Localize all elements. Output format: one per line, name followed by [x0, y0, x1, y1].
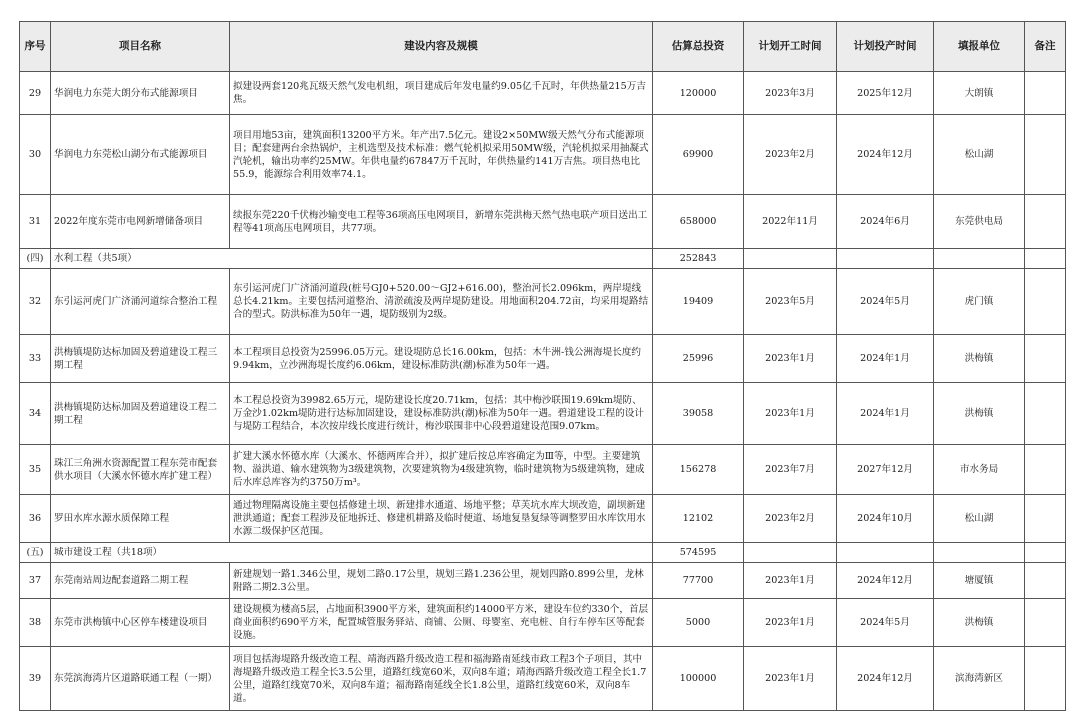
- cell-production: 2027年12月: [837, 445, 934, 495]
- table-row: [20, 72, 1066, 115]
- cell-content: 通过物理隔离设施主要包括修建土坝、新建排水通道、场地平整；草芙坑水库大坝改造，副坝新建泄洪通道；配套工程涉及征地拆迁、修建机耕路及临时便道、场地复垦复绿等调整罗田水库饮用水水源二级保护区范围。: [230, 495, 653, 543]
- cell-note: [1025, 383, 1066, 445]
- cell-note: [1025, 335, 1066, 383]
- header-start: 计划开工时间: [744, 22, 837, 72]
- cell-seq: 37: [20, 563, 51, 599]
- cell-start: 2023年2月: [744, 495, 837, 543]
- header-row: [20, 22, 1066, 72]
- cell-investment: 25996: [653, 335, 744, 383]
- cell-start: 2023年3月: [744, 72, 837, 115]
- cell-investment: 12102: [653, 495, 744, 543]
- cell-start: 2023年1月: [744, 383, 837, 445]
- table-row: [20, 647, 1066, 711]
- cell-content: 扩建大溪水怀德水库（大溪水、怀德两库合并），拟扩建后按总库容确定为Ⅲ等，中型。主要建筑物、溢洪道、输水建筑物为3级建筑物，次要建筑物为4级建筑物，临时建筑物为5级建筑物，建成后水库总库容为约3750万m³。: [230, 445, 653, 495]
- cell-content: 东引运河虎门广济涌河道段(桩号GJ0+520.00～GJ2+616.00)，整治河长2.096km，两岸堤线总长4.21km。主要包括河道整治、清淤疏浚及两岸堤防建设。用地面积204.72亩，均采用堤路结合的型式。防洪标准为50年一遇，堤防级别为2级。: [230, 269, 653, 335]
- cell-name: 洪梅镇堤防达标加固及碧道建设工程三期工程: [51, 335, 230, 383]
- cell-investment: 156278: [653, 445, 744, 495]
- cell-investment: 5000: [653, 599, 744, 647]
- cell-seq: 35: [20, 445, 51, 495]
- header-production: 计划投产时间: [837, 22, 934, 72]
- cell-production: 2024年1月: [837, 335, 934, 383]
- cell-note: [1025, 445, 1066, 495]
- cell-unit: 松山湖: [934, 495, 1025, 543]
- section-seq: (五): [20, 543, 51, 563]
- cell-start: 2022年11月: [744, 195, 837, 249]
- cell-unit: 滨海湾新区: [934, 647, 1025, 711]
- cell-investment: 39058: [653, 383, 744, 445]
- header-investment: 估算总投资: [653, 22, 744, 72]
- cell-start: 2023年7月: [744, 445, 837, 495]
- project-table: [19, 21, 1066, 711]
- table-row: [20, 599, 1066, 647]
- cell-note: [1025, 599, 1066, 647]
- header-content: 建设内容及规模: [230, 22, 653, 72]
- cell-production: 2024年1月: [837, 383, 934, 445]
- cell-note: [1025, 495, 1066, 543]
- cell-note: [1025, 115, 1066, 195]
- cell-seq: 32: [20, 269, 51, 335]
- cell-production: 2024年6月: [837, 195, 934, 249]
- section-title: 水利工程（共5项）: [51, 249, 653, 269]
- cell-name: 东莞滨海湾片区道路联通工程（一期）: [51, 647, 230, 711]
- cell-seq: 38: [20, 599, 51, 647]
- cell-seq: 39: [20, 647, 51, 711]
- cell-note: [1025, 72, 1066, 115]
- cell-unit: 松山湖: [934, 115, 1025, 195]
- cell-name: 洪梅镇堤防达标加固及碧道建设工程二期工程: [51, 383, 230, 445]
- cell-name: 东引运河虎门广济涌河道综合整治工程: [51, 269, 230, 335]
- cell-unit: 市水务局: [934, 445, 1025, 495]
- cell-start: 2023年1月: [744, 599, 837, 647]
- cell-start: 2023年2月: [744, 115, 837, 195]
- cell-seq: 31: [20, 195, 51, 249]
- cell-investment: 100000: [653, 647, 744, 711]
- table-row: [20, 195, 1066, 249]
- table-row: [20, 563, 1066, 599]
- cell-name: 罗田水库水源水质保障工程: [51, 495, 230, 543]
- cell-note: [1025, 269, 1066, 335]
- section-row: [20, 249, 1066, 269]
- header-name: 项目名称: [51, 22, 230, 72]
- table-row: [20, 269, 1066, 335]
- cell-name: 华润电力东莞大朗分布式能源项目: [51, 72, 230, 115]
- cell-unit: 东莞供电局: [934, 195, 1025, 249]
- section-title: 城市建设工程（共18项）: [51, 543, 653, 563]
- cell-seq: 29: [20, 72, 51, 115]
- section-row: [20, 543, 1066, 563]
- table-row: [20, 335, 1066, 383]
- cell-content: 本工程项目总投资为25996.05万元。建设堤防总长16.00km，包括：木牛洲-钱公洲海堤长度约9.94km，立沙洲海堤长度约6.06km，建设标准防洪(潮)标准为50年一遇。: [230, 335, 653, 383]
- cell-investment: 19409: [653, 269, 744, 335]
- table-row: [20, 383, 1066, 445]
- cell-name: 东莞市洪梅镇中心区停车楼建设项目: [51, 599, 230, 647]
- section-seq: (四): [20, 249, 51, 269]
- cell-production: 2024年5月: [837, 599, 934, 647]
- cell-note: [1025, 647, 1066, 711]
- cell-unit: 洪梅镇: [934, 383, 1025, 445]
- cell-investment: 69900: [653, 115, 744, 195]
- section-investment: 574595: [653, 543, 744, 563]
- cell-unit: 洪梅镇: [934, 335, 1025, 383]
- cell-unit: 虎门镇: [934, 269, 1025, 335]
- cell-name: 珠江三角洲水资源配置工程东莞市配套供水项目（大溪水怀德水库扩建工程）: [51, 445, 230, 495]
- cell-start: 2023年1月: [744, 335, 837, 383]
- cell-name: 华润电力东莞松山湖分布式能源项目: [51, 115, 230, 195]
- cell-production: 2024年10月: [837, 495, 934, 543]
- cell-seq: 34: [20, 383, 51, 445]
- cell-start: 2023年5月: [744, 269, 837, 335]
- cell-note: [1025, 195, 1066, 249]
- cell-content: 建设规模为楼高5层，占地面积3900平方米，建筑面积约14000平方米，建设车位约330个，首层商业面积约690平方米，配置城管服务驿站、商铺、公厕、母婴室、充电桩、自行车停车区等配套设施。: [230, 599, 653, 647]
- cell-seq: 33: [20, 335, 51, 383]
- cell-content: 拟建设两套120兆瓦级天然气发电机组，项目建成后年发电量约9.05亿千瓦时，年供热量215万吉焦。: [230, 72, 653, 115]
- cell-start: 2023年1月: [744, 647, 837, 711]
- cell-content: 本工程总投资为39982.65万元，堤防建设长度20.71km，包括：其中梅沙联围19.69km堤防、万金沙1.02km堤防进行达标加固建设，建设标准防洪(潮)标准为50年一遇。碧道建设工程的设计与堤防工程结合，本次按岸线长度进行统计，梅沙联围非中心段碧道建设范围9.07km。: [230, 383, 653, 445]
- cell-investment: 120000: [653, 72, 744, 115]
- cell-seq: 36: [20, 495, 51, 543]
- header-seq: 序号: [20, 22, 51, 72]
- cell-name: 2022年度东莞市电网新增储备项目: [51, 195, 230, 249]
- section-investment: 252843: [653, 249, 744, 269]
- cell-start: 2023年1月: [744, 563, 837, 599]
- cell-unit: 洪梅镇: [934, 599, 1025, 647]
- cell-content: 新建规划一路1.346公里，规划二路0.17公里，规划三路1.236公里，规划四路0.899公里，龙林附路二期2.3公里。: [230, 563, 653, 599]
- cell-production: 2025年12月: [837, 72, 934, 115]
- cell-investment: 658000: [653, 195, 744, 249]
- cell-note: [1025, 563, 1066, 599]
- cell-unit: 大朗镇: [934, 72, 1025, 115]
- table-row: [20, 115, 1066, 195]
- cell-investment: 77700: [653, 563, 744, 599]
- cell-content: 项目包括海堤路升级改造工程、靖海西路升级改造工程和福海路南延线市政工程3个子项目，其中海堤路升级改造工程全长3.5公里，道路红线宽60米，双向8车道；靖海西路升级改造工程全长1.7公里，道路红线宽70米，双向8车道；福海路南延线全长1.8公里，道路红线宽60米，双向8车道。: [230, 647, 653, 711]
- header-unit: 填报单位: [934, 22, 1025, 72]
- cell-production: 2024年12月: [837, 563, 934, 599]
- cell-production: 2024年5月: [837, 269, 934, 335]
- cell-content: 项目用地53亩，建筑面积13200平方米。年产出7.5亿元。建设2×50MW级天然气分布式能源项目；配套建两台余热锅炉，主机选型及技术标准：燃气轮机拟采用50MW级，汽轮机拟采用抽凝式汽轮机，输出功率约25MW。年供电量约67847万千瓦时，年供热量约141万吉焦。项目热电比55.9，能源综合利用效率74.1。: [230, 115, 653, 195]
- cell-production: 2024年12月: [837, 647, 934, 711]
- table-row: [20, 495, 1066, 543]
- cell-seq: 30: [20, 115, 51, 195]
- cell-name: 东莞南站周边配套道路二期工程: [51, 563, 230, 599]
- table-row: [20, 445, 1066, 495]
- cell-content: 续报东莞220千伏梅沙输变电工程等36项高压电网项目，新增东莞洪梅天然气热电联产项目送出工程等41项高压电网项目，共77项。: [230, 195, 653, 249]
- cell-unit: 塘厦镇: [934, 563, 1025, 599]
- header-note: 备注: [1025, 22, 1066, 72]
- cell-production: 2024年12月: [837, 115, 934, 195]
